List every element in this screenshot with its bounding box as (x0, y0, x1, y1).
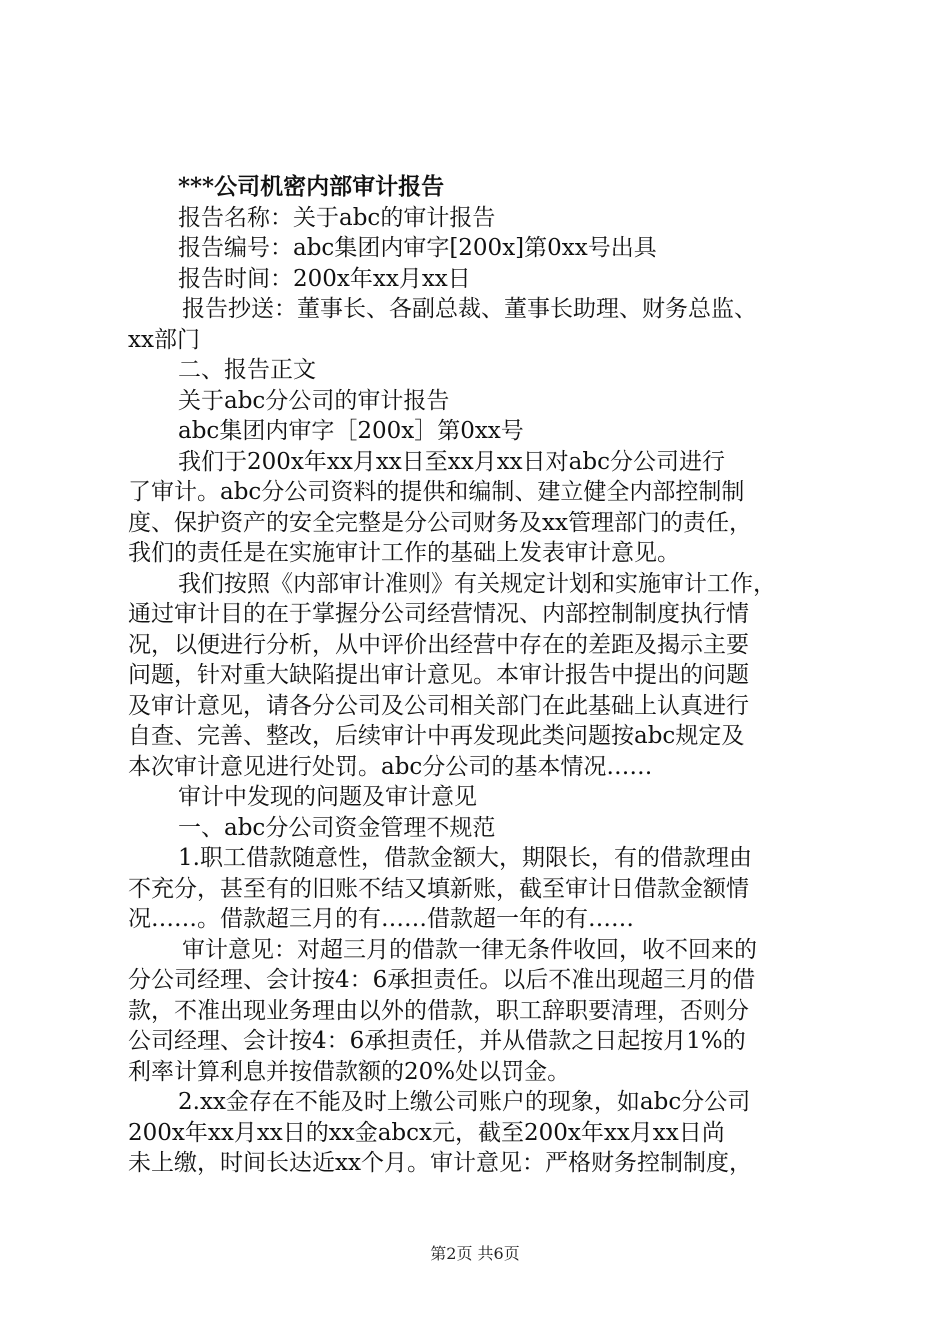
body-line: 未上缴，时间长达近xx个月。审计意见：严格财务控制制度， (128, 1150, 752, 1176)
body-line: 分公司经理、会计按4：6承担责任。以后不准出现超三月的借 (128, 967, 756, 993)
section-heading-findings: 审计中发现的问题及审计意见 (178, 784, 477, 810)
confidential-title: ***公司机密内部审计报告 (178, 173, 445, 200)
report-reference: abc集团内审字［200x］第0xx号 (178, 418, 524, 444)
body-line: 况，以便进行分析，从中评价出经营中存在的差距及揭示主要 (128, 631, 749, 658)
report-subtitle: 关于abc分公司的审计报告 (178, 387, 450, 414)
body-line: 我们按照《内部审计准则》有关规定计划和实施审计工作， (178, 570, 776, 597)
body-line: 我们的责任是在实施审计工作的基础上发表审计意见。 (128, 540, 680, 566)
body-line: 况……。借款超三月的有……借款超一年的有…… (128, 906, 634, 932)
body-line: 通过审计目的在于掌握分公司经营情况、内部控制制度执行情 (128, 601, 749, 627)
report-number: 报告编号：abc集团内审字[200x]第0xx号出具 (178, 235, 657, 261)
document-content (128, 172, 833, 1179)
body-line: 款，不准出现业务理由以外的借款，职工辞职要清理，否则分 (128, 997, 749, 1024)
report-cc-continued: xx部门 (128, 326, 200, 353)
body-line: 了审计。abc分公司资料的提供和编制、建立健全内部控制制 (128, 479, 745, 505)
section-heading-body: 二、报告正文 (178, 357, 316, 383)
body-line: 自查、完善、整改，后续审计中再发现此类问题按abc规定及 (128, 723, 745, 749)
body-line: 度、保护资产的安全完整是分公司财务及xx管理部门的责任， (128, 509, 752, 536)
page-footer: 第2页 共6页 (430, 1244, 520, 1263)
body-line: 我们于200x年xx月xx日至xx月xx日对abc分公司进行 (178, 448, 725, 475)
body-line: 不充分，甚至有的旧账不结又填新账，截至审计日借款金额情 (128, 875, 749, 902)
report-cc: 报告抄送：董事长、各副总裁、董事长助理、财务总监、 (182, 296, 757, 322)
body-line: 1.职工借款随意性，借款金额大，期限长，有的借款理由 (178, 845, 752, 871)
body-line: 公司经理、会计按4：6承担责任，并从借款之日起按月1%的 (128, 1028, 746, 1054)
body-line: 及审计意见，请各分公司及公司相关部门在此基础上认真进行 (128, 692, 749, 719)
body-line: 2.xx金存在不能及时上缴公司账户的现象，如abc分公司 (178, 1089, 751, 1115)
report-date: 报告时间：200x年xx月xx日 (178, 265, 471, 292)
section-heading-funds: 一、abc分公司资金管理不规范 (178, 814, 496, 841)
report-name: 报告名称：关于abc的审计报告 (178, 204, 496, 231)
body-line: 利率计算利息并按借款额的20%处以罚金。 (128, 1058, 571, 1085)
body-line: 200x年xx月xx日的xx金abcx元，截至200x年xx月xx日尚 (128, 1119, 725, 1146)
body-line: 本次审计意见进行处罚。abc分公司的基本情况…… (128, 753, 653, 780)
body-line: 审计意见：对超三月的借款一律无条件收回，收不回来的 (182, 936, 757, 963)
body-line: 问题，针对重大缺陷提出审计意见。本审计报告中提出的问题 (128, 662, 749, 688)
